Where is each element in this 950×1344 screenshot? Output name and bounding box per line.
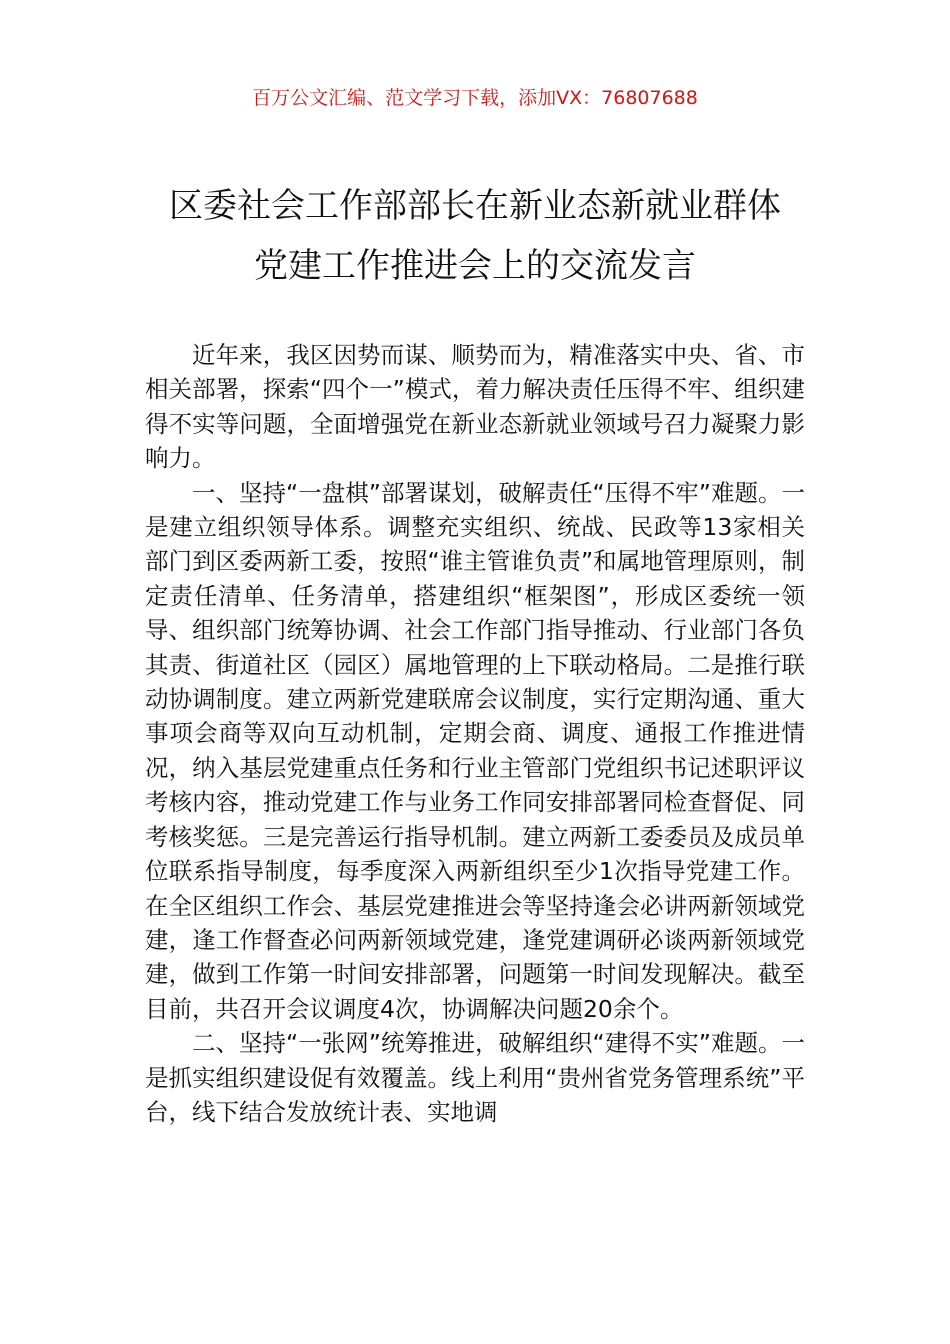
- title-line-1: 区委社会工作部部长在新业态新就业群体: [169, 186, 781, 226]
- paragraph-section-2: 二、坚持“一张网”统筹推进，破解组织“建得不实”难题。一是抓实组织建设促有效覆盖。线上利用“贵州省党务管理系统”平台，线下结合发放统计表、实地调: [145, 1029, 805, 1126]
- document-title: [120, 176, 830, 296]
- header-watermark-note: 百万公文汇编、范文学习下载，添加VX：76807688: [252, 87, 698, 109]
- paragraph-intro: 近年来，我区因势而谋、顺势而为，精准落实中央、省、市相关部署，探索“四个一”模式，着力解决责任压得不牢、组织建得不实等问题，全面增强党在新业态新就业领域号召力凝聚力影响力。: [145, 341, 805, 473]
- title-line-2: 党建工作推进会上的交流发言: [254, 246, 696, 286]
- document-body: [145, 338, 805, 1129]
- paragraph-section-1: 一、坚持“一盘棋”部署谋划，破解责任“压得不牢”难题。一是建立组织领导体系。调整充实组织、统战、民政等13家相关部门到区委两新工委，按照“谁主管谁负责”和属地管理原则，制定责任清单、任务清单，搭建组织“框架图”，形成区委统一领导、组织部门统筹协调、社会工作部门指导推动、行业部门各负其责、街道社区（园区）属地管理的上下联动格局。二是推行联动协调制度。建立两新党建联席会议制度，实行定期沟通、重大事项会商等双向互动机制，定期会商、调度、通报工作推进情况，纳入基层党建重点任务和行业主管部门党组织书记述职评议考核内容，推动党建工作与业务工作同安排部署同检查督促、同考核奖惩。三是完善运行指导机制。建立两新工委委员及成员单位联系指导制度，每季度深入两新组织至少1次指导党建工作。在全区组织工作会、基层党建推进会等坚持逢会必讲两新领域党建，逢工作督查必问两新领域党建，逢党建调研必谈两新领域党建，做到工作第一时间安排部署，问题第一时间发现解决。截至目前，共召开会议调度4次，协调解决问题20余个。: [145, 478, 805, 1023]
